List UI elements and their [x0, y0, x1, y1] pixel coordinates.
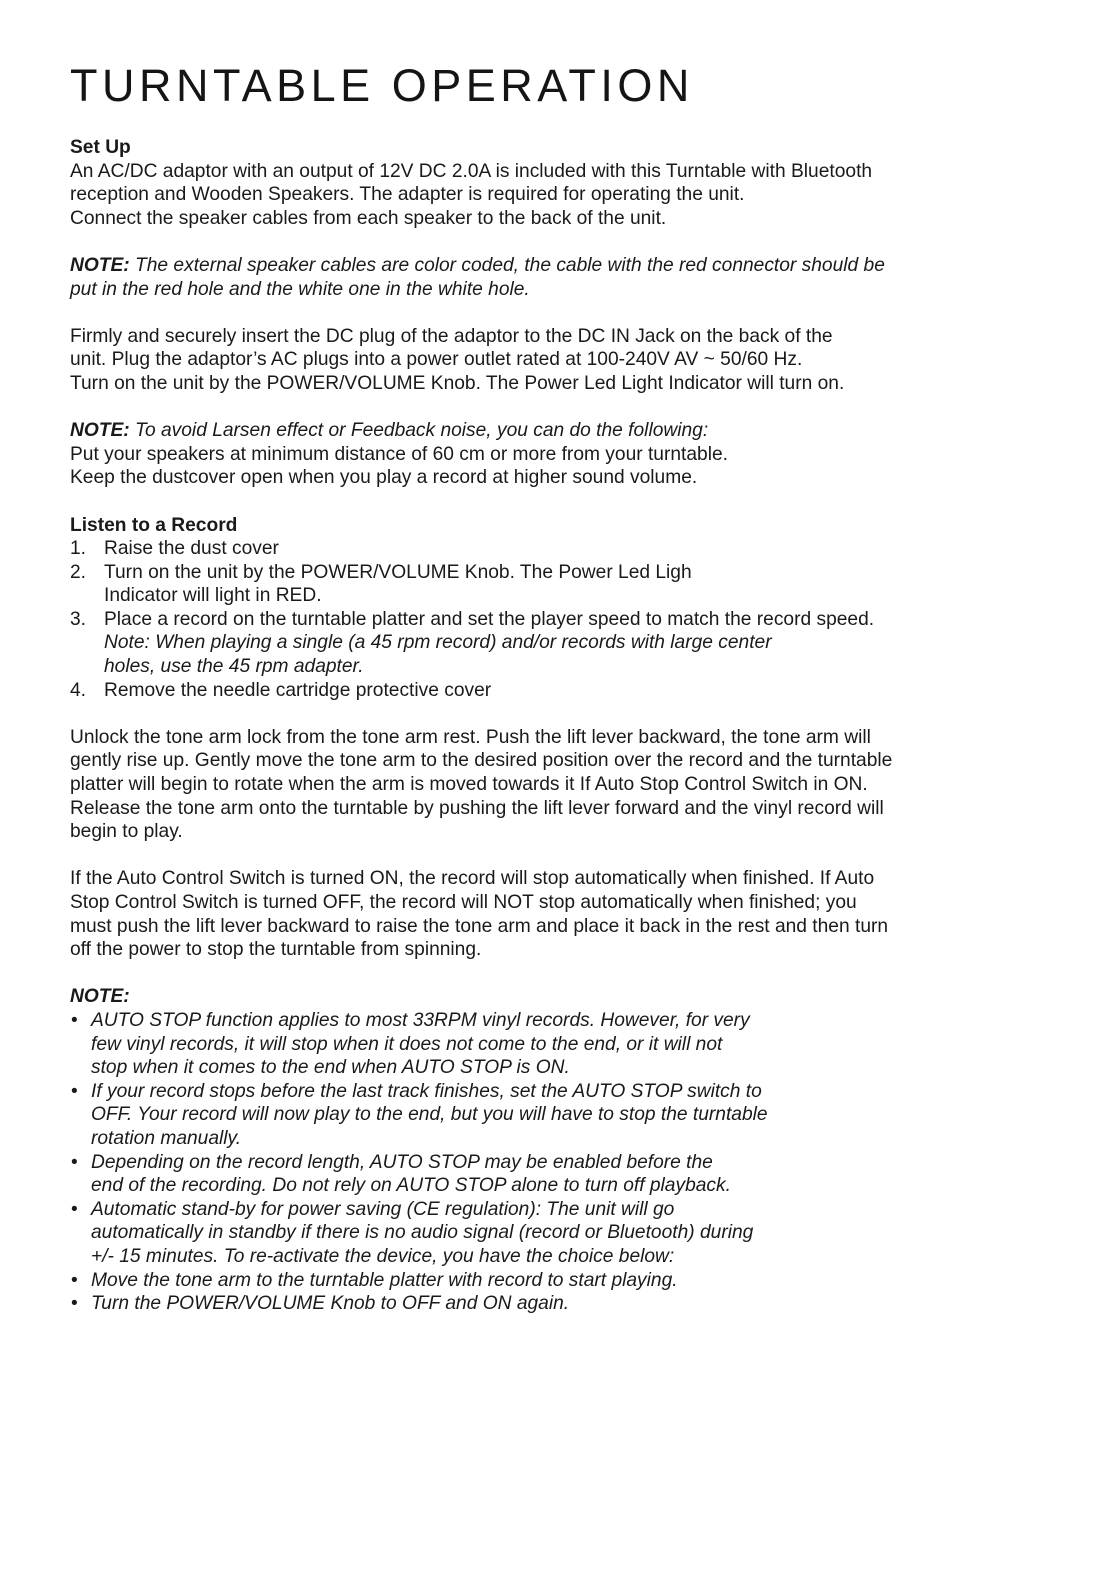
autostop-line: If the Auto Control Switch is turned ON, the record will stop automatically when finished. If Auto: [70, 868, 875, 890]
bullet-item: [70, 1151, 1045, 1198]
step-text: Place a record on the turntable platter and set the player speed to match the record speed.: [104, 608, 875, 630]
step-text: Raise the dust cover: [104, 538, 279, 560]
step-text: Remove the needle cartridge protective cover: [104, 679, 492, 701]
note-label: NOTE:: [70, 254, 130, 276]
step-text: Indicator will light in RED.: [104, 585, 322, 607]
power-line: Firmly and securely insert the DC plug of the adaptor to the DC IN Jack on the back of the: [70, 325, 833, 347]
bullet-item: [70, 1269, 1045, 1293]
step-number: 4.: [70, 679, 87, 701]
bullet-item: [70, 1198, 1045, 1269]
tonearm-line: gently rise up. Gently move the tone arm to the desired position over the record and the turntable: [70, 750, 893, 772]
setup-heading: Set Up: [70, 137, 131, 158]
note-text: put in the red hole and the white one in the white hole.: [70, 278, 530, 300]
bullet-text: rotation manually.: [91, 1127, 242, 1149]
step-note: holes, use the 45 rpm adapter.: [104, 656, 364, 678]
step-number: 1.: [70, 538, 87, 560]
bullet-text: end of the recording. Do not rely on AUTO STOP alone to turn off playback.: [91, 1175, 731, 1197]
step-item: [70, 561, 1045, 608]
listen-section: [70, 514, 1045, 703]
bullet-text: automatically in standby if there is no audio signal (record or Bluetooth) during: [91, 1222, 754, 1244]
note-line: Put your speakers at minimum distance of 60 cm or more from your turntable.: [70, 443, 728, 465]
step-number: 2.: [70, 561, 87, 583]
bullet-mark: •: [71, 1293, 78, 1315]
bullet-mark: •: [71, 1198, 78, 1220]
step-text: Turn on the unit by the POWER/VOLUME Knob. The Power Led Ligh: [104, 561, 692, 583]
autostop-section: [70, 867, 1045, 961]
document-page: [70, 62, 1045, 1339]
tonearm-line: begin to play.: [70, 821, 183, 843]
setup-line: Connect the speaker cables from each speaker to the back of the unit.: [70, 207, 667, 229]
bullet-item: [70, 1292, 1045, 1316]
step-item: [70, 679, 1045, 703]
bullet-mark: •: [71, 1080, 78, 1102]
step-item: [70, 608, 1045, 679]
bullet-text: Automatic stand-by for power saving (CE regulation): The unit will go: [91, 1198, 675, 1220]
speaker-cable-note: [70, 254, 1045, 301]
bullet-item: [70, 1009, 1045, 1080]
listen-heading: Listen to a Record: [70, 514, 238, 536]
autostop-note: [70, 985, 1045, 1315]
setup-line: reception and Wooden Speakers. The adapter is required for operating the unit.: [70, 184, 745, 206]
tonearm-line: Release the tone arm onto the turntable by pushing the lift lever forward and the vinyl record will: [70, 797, 884, 819]
bullet-text: Depending on the record length, AUTO STOP may be enabled before the: [91, 1151, 713, 1173]
bullet-text: Turn the POWER/VOLUME Knob to OFF and ON again.: [91, 1293, 570, 1315]
autostop-line: must push the lift lever backward to raise the tone arm and place it back in the rest and then turn: [70, 915, 889, 937]
step-item: [70, 537, 1045, 561]
step-note: Note: When playing a single (a 45 rpm record) and/or records with large center: [104, 632, 772, 654]
bullet-text: OFF. Your record will now play to the end, but you will have to stop the turntable: [91, 1104, 768, 1126]
feedback-note: [70, 419, 1045, 490]
note-label: NOTE:: [70, 986, 130, 1008]
bullet-text: stop when it comes to the end when AUTO STOP is ON.: [91, 1057, 570, 1079]
bullet-mark: •: [71, 1009, 78, 1031]
setup-section: [70, 136, 1045, 230]
bullet-mark: •: [71, 1151, 78, 1173]
bullet-mark: •: [71, 1269, 78, 1291]
note-intro: To avoid Larsen effect or Feedback noise, you can do the following:: [129, 420, 709, 442]
note-line: Keep the dustcover open when you play a record at higher sound volume.: [70, 467, 698, 489]
autostop-line: off the power to stop the turntable from spinning.: [70, 939, 482, 961]
bullet-text: few vinyl records, it will stop when it does not come to the end, or it will not: [91, 1033, 723, 1055]
autostop-line: Stop Control Switch is turned OFF, the record will NOT stop automatically when finished; you: [70, 892, 857, 913]
setup-line: An AC/DC adaptor with an output of 12V DC 2.0A is included with this Turntable with Bluetooth: [70, 160, 873, 182]
power-line: unit. Plug the adaptor’s AC plugs into a power outlet rated at 100-240V AV ~ 50/60 Hz.: [70, 349, 803, 371]
tonearm-line: platter will begin to rotate when the arm is moved towards it If Auto Stop Control Switch in ON.: [70, 774, 868, 796]
bullet-text: If your record stops before the last track finishes, set the AUTO STOP switch to: [91, 1080, 762, 1102]
step-number: 3.: [70, 608, 87, 630]
power-section: [70, 325, 1045, 396]
bullet-item: [70, 1080, 1045, 1151]
tonearm-line: Unlock the tone arm lock from the tone arm rest. Push the lift lever backward, the tone arm will: [70, 726, 871, 748]
steps-list: [70, 537, 1045, 702]
power-line: Turn on the unit by the POWER/VOLUME Knob. The Power Led Light Indicator will turn on.: [70, 372, 845, 394]
note-label: NOTE:: [70, 420, 130, 442]
note-text: The external speaker cables are color coded, the cable with the red connector should be: [129, 254, 885, 276]
bullet-text: Move the tone arm to the turntable platter with record to start playing.: [91, 1269, 678, 1291]
bullet-text: AUTO STOP function applies to most 33RPM vinyl records. However, for very: [91, 1009, 750, 1031]
tonearm-section: [70, 726, 1045, 844]
bullet-text: +/- 15 minutes. To re-activate the device, you have the choice below:: [91, 1245, 675, 1267]
note-bullet-list: [70, 1009, 1045, 1316]
page-title: TURNTABLE OPERATION: [70, 60, 694, 111]
